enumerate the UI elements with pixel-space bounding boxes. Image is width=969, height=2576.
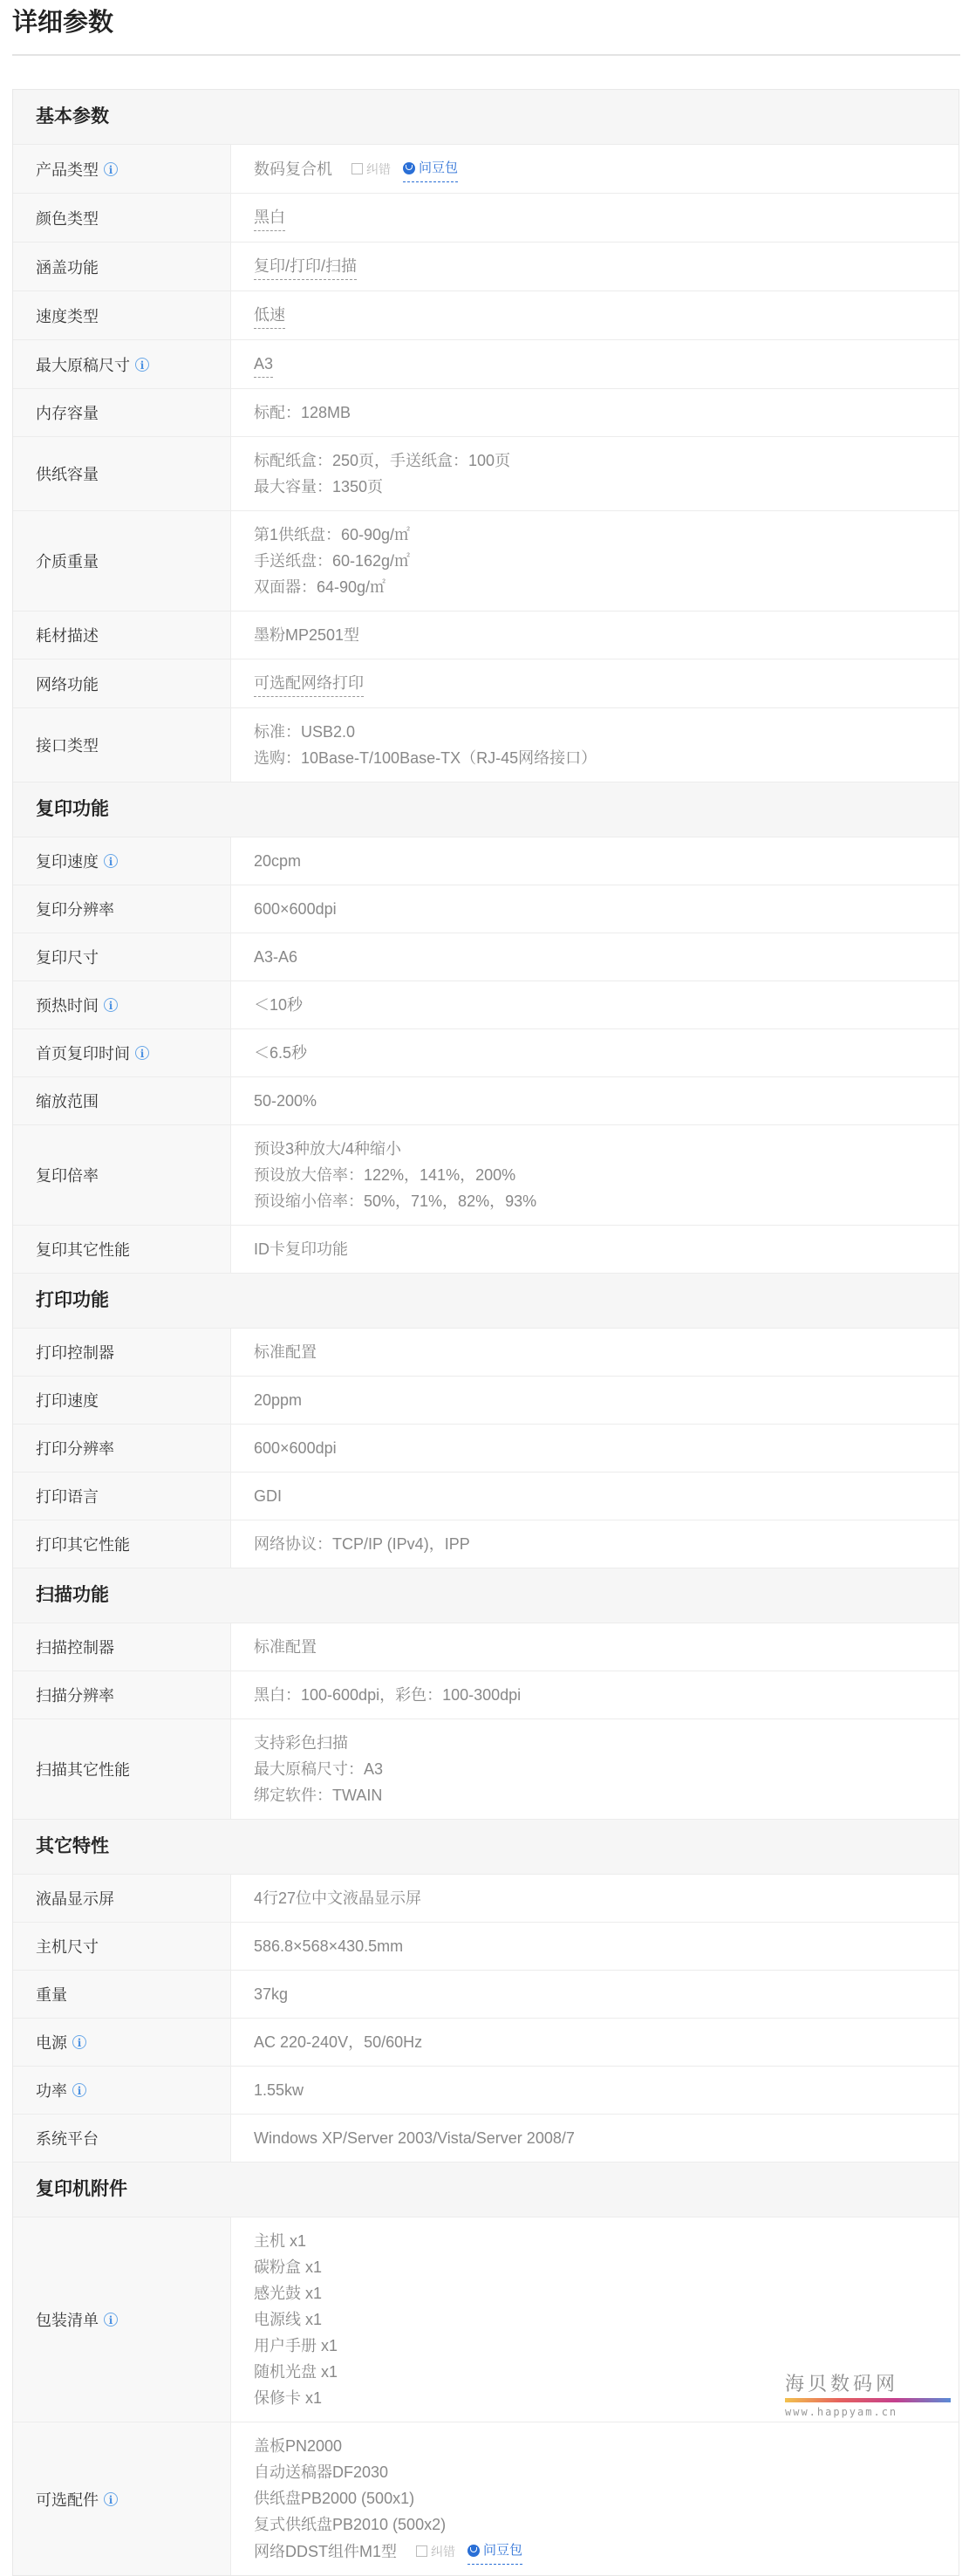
spec-row xyxy=(13,1029,959,1077)
spec-value-line xyxy=(254,2228,959,2254)
spec-label-cell xyxy=(13,2115,231,2162)
spec-value-cell xyxy=(231,2019,959,2066)
spec-value: 586.8×568×430.5mm xyxy=(254,1937,404,1955)
spec-value-link[interactable]: 黑白 xyxy=(254,204,285,231)
spec-label: 打印控制器 xyxy=(36,1344,114,1362)
spec-label-cell xyxy=(13,291,231,339)
spec-value-cell xyxy=(231,659,959,707)
spec-value: 主机 x1 xyxy=(254,2232,307,2250)
spec-value-cell xyxy=(231,708,959,782)
spec-value-cell xyxy=(231,885,959,933)
spec-value-line xyxy=(254,622,959,648)
title-divider xyxy=(12,54,960,56)
spec-label: 电源 xyxy=(36,2034,67,2052)
spec-row xyxy=(13,2422,959,2575)
spec-row xyxy=(13,1125,959,1226)
spec-value-cell xyxy=(231,291,959,339)
spec-label: 打印其它性能 xyxy=(36,1536,130,1554)
spec-value: 墨粉MP2501型 xyxy=(254,626,360,644)
spec-value-cell xyxy=(231,1472,959,1520)
doubao-icon xyxy=(467,2545,480,2557)
spec-value: 黑白：100-600dpi，彩色：100-300dpi xyxy=(254,1686,522,1704)
spec-value-line xyxy=(254,2485,959,2511)
spec-label: 复印速度 xyxy=(36,853,99,871)
spec-row xyxy=(13,837,959,885)
spec-label: 重量 xyxy=(36,1986,67,2004)
spec-value: 手送纸盘：60-162g/㎡ xyxy=(254,552,411,570)
spec-row xyxy=(13,291,959,340)
spec-value: 标配：128MB xyxy=(254,404,351,421)
spec-value: 随机光盘 x1 xyxy=(254,2363,338,2381)
spec-value-cell xyxy=(231,1671,959,1718)
group-title: 打印功能 xyxy=(13,1274,959,1329)
spec-label: 打印语言 xyxy=(36,1488,99,1506)
spec-label-cell xyxy=(13,659,231,707)
spec-value-cell xyxy=(231,1923,959,1970)
spec-value-cell xyxy=(231,1520,959,1568)
spec-value-line xyxy=(254,1885,959,1911)
spec-row xyxy=(13,2115,959,2163)
spec-label: 最大原稿尺寸 xyxy=(36,356,130,374)
group-title: 扫描功能 xyxy=(13,1568,959,1623)
spec-label: 打印分辨率 xyxy=(36,1440,114,1458)
spec-label: 涵盖功能 xyxy=(36,258,99,277)
spec-value: 标准：USB2.0 xyxy=(254,723,356,741)
spec-value-line xyxy=(254,848,959,874)
spec-label: 打印速度 xyxy=(36,1392,99,1410)
spec-row xyxy=(13,1875,959,1923)
spec-value: 最大容量：1350页 xyxy=(254,478,384,495)
spec-value-line xyxy=(254,1782,959,1808)
spec-label-cell xyxy=(13,1923,231,1970)
spec-value-line xyxy=(254,1531,959,1557)
spec-value-cell xyxy=(231,1329,959,1376)
spec-value: 4行27位中文液晶显示屏 xyxy=(254,1889,422,1907)
spec-value-line xyxy=(254,522,959,548)
correct-label: 纠错 xyxy=(366,161,391,176)
correct-label: 纠错 xyxy=(431,2544,456,2559)
spec-value-line xyxy=(254,1981,959,2007)
spec-label: 首页复印时间 xyxy=(36,1045,130,1063)
spec-value-line xyxy=(254,2333,959,2359)
spec-label: 扫描其它性能 xyxy=(36,1761,130,1779)
spec-label-cell xyxy=(13,837,231,885)
spec-label-cell xyxy=(13,1377,231,1424)
spec-value-cell xyxy=(231,1377,959,1424)
spec-value-cell xyxy=(231,981,959,1028)
group-title: 复印机附件 xyxy=(13,2163,959,2217)
spec-value-line xyxy=(254,2511,959,2538)
spec-value: 自动送稿器DF2030 xyxy=(254,2463,389,2481)
spec-value: 标准配置 xyxy=(254,1638,317,1656)
spec-value: ID卡复印功能 xyxy=(254,1240,348,1258)
spec-value: 20ppm xyxy=(254,1391,303,1409)
spec-row xyxy=(13,1425,959,1472)
spec-value: 碳粉盒 x1 xyxy=(254,2258,323,2276)
spec-value-cell xyxy=(231,2422,959,2575)
spec-value: 第1供纸盘：60-90g/㎡ xyxy=(254,526,411,543)
watermark-logo-text: 海贝数码网 xyxy=(785,2374,899,2395)
spec-value: ＜6.5秒 xyxy=(254,1044,308,1062)
spec-label: 可选配件 xyxy=(36,2491,99,2509)
spec-label-cell xyxy=(13,1671,231,1718)
spec-label-cell xyxy=(13,1520,231,1568)
spec-row xyxy=(13,511,959,612)
spec-label: 耗材描述 xyxy=(36,627,99,645)
spec-label: 缩放范围 xyxy=(36,1093,99,1110)
ask-doubao-label: 问豆包 xyxy=(483,2543,523,2558)
spec-value-cell xyxy=(231,2115,959,2162)
spec-value: 预设3种放大/4种缩小 xyxy=(254,1140,402,1158)
info-icon[interactable]: i xyxy=(72,2035,86,2049)
spec-label: 介质重量 xyxy=(36,553,99,571)
info-icon[interactable]: i xyxy=(104,854,118,868)
spec-value-line xyxy=(254,1188,959,1214)
spec-value-line xyxy=(254,1040,959,1066)
spec-label: 液晶显示屏 xyxy=(36,1890,114,1908)
spec-label-cell xyxy=(13,1029,231,1076)
spec-value-line xyxy=(254,745,959,771)
spec-row xyxy=(13,1671,959,1719)
spec-value-line xyxy=(254,155,959,182)
spec-row xyxy=(13,243,959,291)
info-icon[interactable]: i xyxy=(104,162,118,176)
spec-row xyxy=(13,612,959,659)
spec-label-cell xyxy=(13,145,231,193)
spec-row xyxy=(13,2067,959,2115)
spec-value-line xyxy=(254,1236,959,1262)
spec-value: 数码复合机 xyxy=(254,160,332,178)
spec-value-line xyxy=(254,1634,959,1660)
spec-value: 支持彩色扫描 xyxy=(254,1734,348,1752)
spec-value-cell xyxy=(231,612,959,659)
spec-row xyxy=(13,1077,959,1125)
spec-row xyxy=(13,389,959,437)
spec-label-cell xyxy=(13,2422,231,2575)
spec-value-link[interactable]: 复印/打印/扫描 xyxy=(254,253,357,280)
spec-value: 网络协议：TCP/IP (IPv4)，IPP xyxy=(254,1535,470,1553)
spec-label-cell xyxy=(13,1125,231,1225)
spec-label: 供纸容量 xyxy=(36,466,99,483)
spec-label: 接口类型 xyxy=(36,737,99,755)
spec-value-cell xyxy=(231,1971,959,2018)
spec-label-cell xyxy=(13,1719,231,1819)
spec-label-cell xyxy=(13,1971,231,2018)
spec-label-cell xyxy=(13,1425,231,1472)
spec-value-cell xyxy=(231,437,959,510)
spec-label: 复印尺寸 xyxy=(36,949,99,967)
spec-value-cell xyxy=(231,1077,959,1124)
spec-row xyxy=(13,2019,959,2067)
spec-label-cell xyxy=(13,981,231,1028)
spec-value: 供纸盘PB2000 (500x1) xyxy=(254,2490,415,2507)
spec-row xyxy=(13,1377,959,1425)
spec-value: 600×600dpi xyxy=(254,900,337,918)
spec-value-cell xyxy=(231,1875,959,1922)
group-title: 其它特性 xyxy=(13,1820,959,1875)
spec-value-cell xyxy=(231,1719,959,1819)
edit-icon xyxy=(416,2545,427,2557)
spec-label-cell xyxy=(13,340,231,388)
info-icon[interactable]: i xyxy=(104,2313,118,2327)
spec-label-cell xyxy=(13,389,231,436)
doubao-icon xyxy=(403,162,415,174)
spec-row xyxy=(13,708,959,782)
spec-value: 37kg xyxy=(254,1985,289,2003)
spec-value-line xyxy=(254,1387,959,1413)
spec-value-link[interactable]: 低速 xyxy=(254,302,285,329)
spec-label-cell xyxy=(13,511,231,611)
spec-value-cell xyxy=(231,2067,959,2114)
spec-value-link[interactable]: A3 xyxy=(254,351,273,378)
spec-value: Windows XP/Server 2003/Vista/Server 2008/7 xyxy=(254,2129,575,2147)
spec-value: 标配纸盒：250页，手送纸盒：100页 xyxy=(254,452,511,469)
spec-label: 速度类型 xyxy=(36,307,99,325)
spec-value-line xyxy=(254,302,959,329)
spec-label-cell xyxy=(13,2067,231,2114)
spec-value-cell xyxy=(231,243,959,290)
spec-value: 预设缩小倍率：50%，71%，82%，93% xyxy=(254,1192,537,1210)
spec-label-cell xyxy=(13,708,231,782)
page-title: 详细参数 xyxy=(12,9,114,37)
correct-button[interactable] xyxy=(351,156,391,182)
group-title: 基本参数 xyxy=(13,90,959,145)
spec-value-cell xyxy=(231,1623,959,1671)
spec-label: 颜色类型 xyxy=(36,209,99,228)
spec-row xyxy=(13,981,959,1029)
spec-row xyxy=(13,1520,959,1568)
spec-label: 主机尺寸 xyxy=(36,1938,99,1956)
spec-value-line xyxy=(254,548,959,574)
spec-table xyxy=(12,89,959,2576)
spec-value-line xyxy=(254,2254,959,2280)
spec-value-line xyxy=(254,204,959,231)
spec-label: 预热时间 xyxy=(36,997,99,1015)
spec-row xyxy=(13,1623,959,1671)
spec-value-line xyxy=(254,351,959,378)
spec-value: 盖板PN2000 xyxy=(254,2437,343,2455)
ask-doubao-button[interactable] xyxy=(403,155,458,182)
spec-label: 网络功能 xyxy=(36,675,99,694)
spec-label-cell xyxy=(13,2217,231,2422)
spec-label: 系统平台 xyxy=(36,2130,99,2148)
spec-label-cell xyxy=(13,1226,231,1273)
spec-value-line xyxy=(254,1483,959,1509)
spec-label: 复印其它性能 xyxy=(36,1241,130,1259)
spec-label-cell xyxy=(13,1623,231,1671)
spec-value: 20cpm xyxy=(254,852,302,870)
spec-row xyxy=(13,437,959,511)
spec-row xyxy=(13,659,959,708)
spec-value-line xyxy=(254,474,959,500)
spec-label-cell xyxy=(13,1875,231,1922)
spec-value: 最大原稿尺寸：A3 xyxy=(254,1760,384,1778)
spec-label: 产品类型 xyxy=(36,161,99,179)
spec-value-line xyxy=(254,1339,959,1365)
spec-label: 复印倍率 xyxy=(36,1167,99,1185)
spec-row xyxy=(13,194,959,243)
spec-value: 双面器：64-90g/㎡ xyxy=(254,578,386,596)
spec-row xyxy=(13,1971,959,2019)
spec-value: ＜10秒 xyxy=(254,996,304,1014)
spec-value-cell xyxy=(231,837,959,885)
edit-icon xyxy=(351,163,363,174)
spec-value-line xyxy=(254,1088,959,1114)
spec-value-cell xyxy=(231,194,959,242)
spec-value-cell xyxy=(231,933,959,981)
spec-value-line xyxy=(254,253,959,280)
spec-value: 标准配置 xyxy=(254,1343,317,1361)
spec-label-cell xyxy=(13,1472,231,1520)
spec-value: GDI xyxy=(254,1487,283,1505)
spec-value-line xyxy=(254,1682,959,1708)
spec-value: 网络DDST组件M1型 xyxy=(254,2542,398,2560)
spec-row xyxy=(13,145,959,194)
spec-value-line xyxy=(254,1435,959,1461)
spec-value: 电源线 x1 xyxy=(254,2311,323,2328)
spec-value-cell xyxy=(231,1125,959,1225)
spec-row xyxy=(13,1923,959,1971)
correct-button[interactable] xyxy=(416,2538,455,2565)
spec-value: AC 220-240V，50/60Hz xyxy=(254,2033,423,2051)
group-title: 复印功能 xyxy=(13,782,959,837)
spec-value-line xyxy=(254,2125,959,2151)
info-icon[interactable]: i xyxy=(104,2492,118,2506)
spec-row xyxy=(13,1719,959,1820)
spec-value: 50-200% xyxy=(254,1092,317,1110)
info-icon[interactable]: i xyxy=(104,998,118,1012)
spec-value-cell xyxy=(231,1425,959,1472)
spec-label-cell xyxy=(13,933,231,981)
spec-row xyxy=(13,1472,959,1520)
spec-row xyxy=(13,1329,959,1377)
spec-row xyxy=(13,1226,959,1274)
spec-label-cell xyxy=(13,1329,231,1376)
spec-value: 复式供纸盘PB2010 (500x2) xyxy=(254,2516,447,2533)
spec-value: 600×600dpi xyxy=(254,1439,337,1457)
spec-value: 保修卡 x1 xyxy=(254,2389,323,2407)
spec-value: 感光鼓 x1 xyxy=(254,2285,323,2302)
spec-value-cell xyxy=(231,340,959,388)
spec-label: 内存容量 xyxy=(36,405,99,422)
spec-label-cell xyxy=(13,612,231,659)
spec-value-line xyxy=(254,574,959,600)
spec-label-cell xyxy=(13,437,231,510)
spec-value-cell xyxy=(231,145,959,193)
spec-label: 功率 xyxy=(36,2082,67,2100)
spec-value: 绑定软件：TWAIN xyxy=(254,1787,383,1804)
spec-value-line xyxy=(254,448,959,474)
spec-value: 1.55kw xyxy=(254,2081,304,2099)
spec-value-line xyxy=(254,944,959,970)
spec-value-line xyxy=(254,400,959,426)
spec-label-cell xyxy=(13,885,231,933)
spec-label-cell xyxy=(13,2019,231,2066)
spec-value-line xyxy=(254,896,959,922)
info-icon[interactable]: i xyxy=(135,358,149,372)
spec-value-line xyxy=(254,1730,959,1756)
watermark xyxy=(785,2369,951,2418)
spec-label-cell xyxy=(13,243,231,290)
spec-value-cell xyxy=(231,389,959,436)
spec-value-line xyxy=(254,2280,959,2306)
spec-value-line xyxy=(254,2077,959,2103)
watermark-url: www.happyam.cn xyxy=(785,2406,898,2418)
spec-label: 包装清单 xyxy=(36,2312,99,2329)
spec-value-line xyxy=(254,1933,959,1959)
spec-value-cell xyxy=(231,1226,959,1273)
spec-row xyxy=(13,340,959,389)
spec-value-cell xyxy=(231,1029,959,1076)
spec-value: 预设放大倍率：122%，141%，200% xyxy=(254,1166,516,1184)
spec-value-line xyxy=(254,2029,959,2055)
spec-value-link[interactable]: 可选配网络打印 xyxy=(254,670,364,697)
spec-value-line xyxy=(254,2306,959,2333)
spec-value-line xyxy=(254,1136,959,1162)
info-icon[interactable]: i xyxy=(72,2083,86,2097)
spec-value-line xyxy=(254,2433,959,2459)
spec-value-line xyxy=(254,2538,959,2565)
spec-value-line xyxy=(254,992,959,1018)
ask-doubao-label: 问豆包 xyxy=(419,161,459,175)
spec-value-line xyxy=(254,2459,959,2485)
ask-doubao-button[interactable] xyxy=(467,2538,522,2565)
spec-label-cell xyxy=(13,1077,231,1124)
spec-value-cell xyxy=(231,511,959,611)
spec-label: 扫描控制器 xyxy=(36,1639,114,1657)
spec-row xyxy=(13,885,959,933)
watermark-color-bar xyxy=(785,2398,951,2402)
spec-value: 选购：10Base-T/100Base-TX（RJ-45网络接口） xyxy=(254,749,597,767)
spec-label-cell xyxy=(13,194,231,242)
spec-label: 扫描分辨率 xyxy=(36,1687,114,1705)
spec-value: A3-A6 xyxy=(254,948,298,966)
spec-value-line xyxy=(254,1162,959,1188)
info-icon[interactable]: i xyxy=(135,1046,149,1060)
spec-value: 用户手册 x1 xyxy=(254,2337,338,2354)
spec-row xyxy=(13,933,959,981)
spec-value-line xyxy=(254,670,959,697)
spec-value-line xyxy=(254,1756,959,1782)
spec-value-line xyxy=(254,719,959,745)
spec-label: 复印分辨率 xyxy=(36,901,114,919)
